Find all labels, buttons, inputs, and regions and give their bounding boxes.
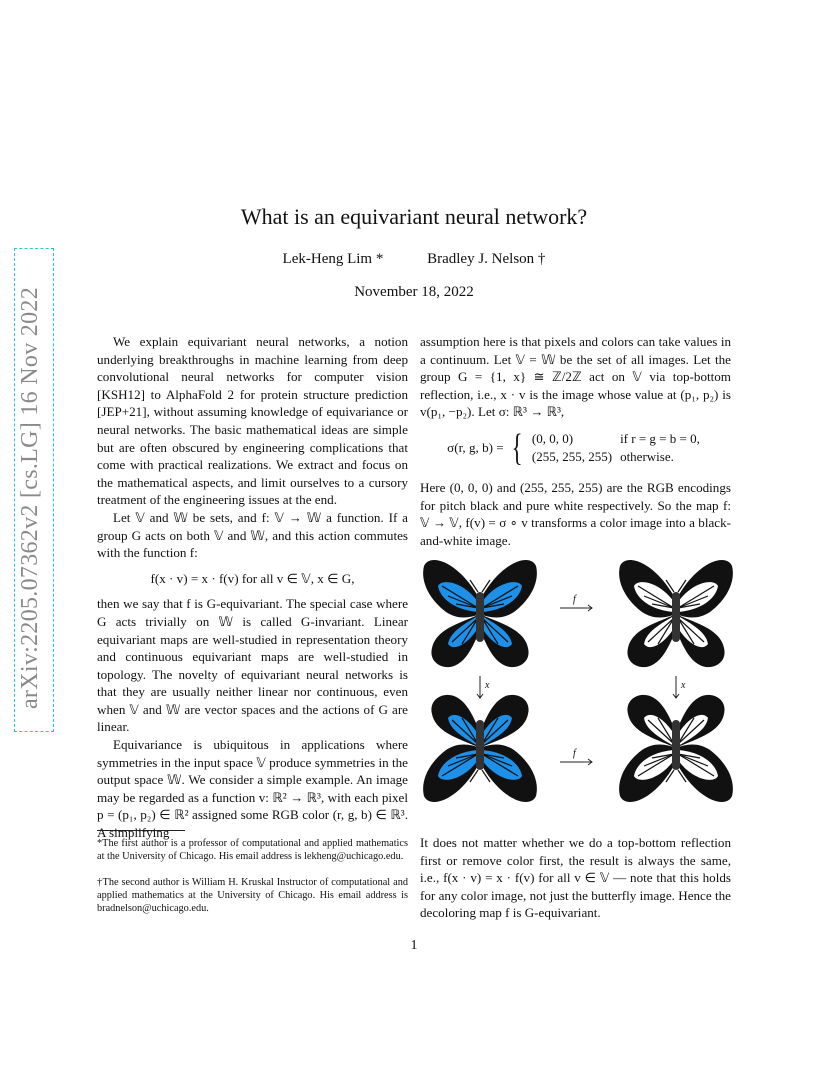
authors [0,251,828,268]
definition-continued: then we say that f is G-equivariant. The special case where G acts trivially on 𝕎 is called G-invariant. Linear equivariant maps are well-studied in representation theory and continuous equivariant maps are well-studied in topology. The novelty of equivariant neural networks is that they are usually neither linear nor continuous, even when 𝕍 and 𝕎 are vector spaces and the actions of G are linear. [97,596,408,735]
arxiv-id: arXiv:2205.07362v2 [cs.LG] 16 Nov 2022 [17,287,43,710]
paper-title: What is an equivariant neural network? [240,204,588,229]
case-condition: otherwise. [620,448,674,464]
butterfly-color [423,560,537,667]
left-brace: { [511,426,523,469]
example-paragraph: Equivariance is ubiquitous in applications where symmetries in the input space 𝕍 produce symmetries in the output space 𝕎. We consider a simple example. An image may be regarded as a function v: ℝ² → ℝ³, with each pixel p = (p₁, p₂) ∈ ℝ² assigned some RGB color (r, g, b) ∈ ℝ³. A simplifying [97,737,408,841]
conclusion-paragraph: It does not matter whether we do a top-bottom reflection first or remove color first, the result is always the same, i.e., f(x · v) = x · f(v) for all v ∈ 𝕍 — note that this holds for any color image, not just the butterfly image. Hence the decoloring map f is G-equivariant. [420,835,731,921]
page-number: 1 [410,938,418,953]
footnote-rule [97,830,185,831]
abstract-paragraph: We explain equivariant neural networks, a notion underlying breakthroughs in machine learning from deep convolutional neural networks for computer vision [KSH12] to AlphaFold 2 for protein structure prediction [JEP+21], without assuming knowledge of equivariance or neural networks. The basic mathematical ideas are simple but are often obscured by engineering complications that come with practical realizations. We extract and focus on the mathematical aspects, and limit ourselves to a cursory treatment of the engineering issues at the end. [97,334,408,508]
arrow-label-f-bottom: f [573,748,576,759]
case-value: (0, 0, 0) [531,430,574,446]
sigma-lhs: σ(r, g, b) = [447,440,504,456]
right-column [420,333,731,549]
case-value: (255, 255, 255) [531,448,613,464]
sigma-definition [420,426,731,469]
butterfly-bw [619,560,733,667]
sigma-cases [528,430,704,466]
paper-date: November 18, 2022 [354,284,474,300]
case-condition: if r = g = b = 0, [620,430,700,446]
example-continued: assumption here is that pixels and colors can take values in a continuum. Let 𝕍 = 𝕎 be the set of all images. Let the group G = {1, x} ≅ ℤ/2ℤ act on 𝕍 via top-bottom reflection, i.e., x · v is the image whose value at (p₁, p₂) is v(p₁, −p₂). Let σ: ℝ³ → ℝ³, [420,334,731,420]
equivariance-equation: f(x · v) = x · f(v) for all v ∈ 𝕍, x ∈ G, [150,570,355,586]
butterfly-bw-reflected [619,695,733,802]
definition-paragraph: Let 𝕍 and 𝕎 be sets, and f: 𝕍 → 𝕎 a function. If a group G acts on both 𝕍 and 𝕎, and this action commutes with the function f: [97,509,408,561]
rgb-paragraph: Here (0, 0, 0) and (255, 255, 255) are the RGB encodings for pitch black and pure white respectively. So the map f: 𝕍 → 𝕍, f(v) = σ ∘ v transforms a color image into a black-and-white image. [420,479,731,548]
arrow-label-x-left: x [485,680,490,691]
left-column [97,333,408,842]
butterfly-figure [420,548,740,818]
footnote-2: †The second author is William H. Kruskal Instructor of computational and applied mathematics at the University of Chicago. His email address is bradnelson@uchicago.edu. [97,877,408,914]
author-1: Lek-Heng Lim * [282,251,384,267]
butterfly-diagram [420,548,740,818]
footnote-1: *The first author is a professor of computational and applied mathematics at the University of Chicago. His email address is lekheng@uchicago.edu. [97,838,408,862]
arrow-label-f-top: f [573,594,576,605]
author-2: Bradley J. Nelson † [427,251,546,267]
butterfly-color-reflected [423,695,537,802]
arrow-label-x-right: x [681,680,686,691]
